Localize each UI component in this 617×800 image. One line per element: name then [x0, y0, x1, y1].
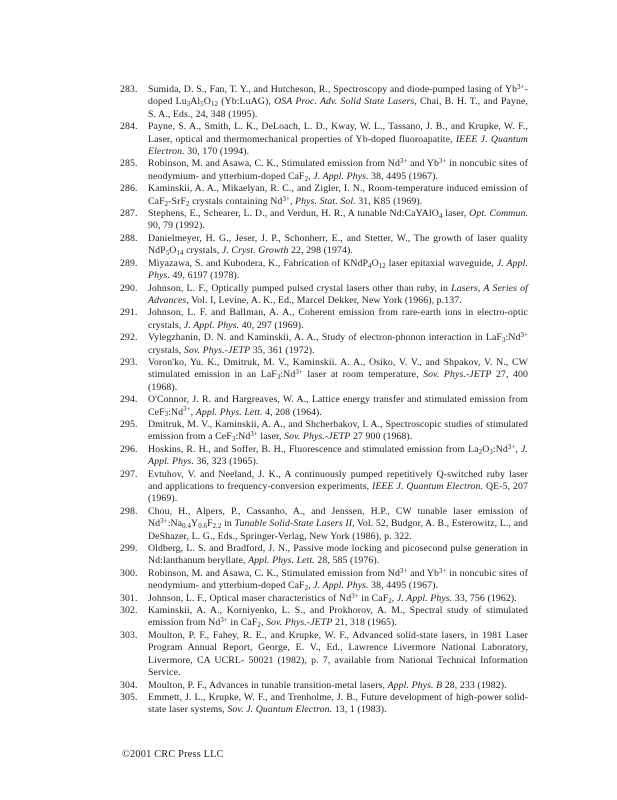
- reference-item: [120, 307, 528, 332]
- reference-number: 283.: [120, 84, 138, 95]
- reference-number: 290.: [120, 282, 138, 294]
- reference-item: [120, 692, 528, 717]
- reference-item: [120, 283, 528, 308]
- reference-number: 303.: [120, 629, 138, 641]
- reference-number: 286.: [120, 183, 138, 195]
- reference-item: [120, 593, 528, 605]
- reference-text: Johnson, L. F. and Ballman, A. A., Coherent emission from rare-earth ions in electro-optic crystals, J. Appl. Phys. 40, 297 (1969).: [148, 307, 528, 331]
- reference-number: 304.: [120, 679, 138, 691]
- reference-item: [120, 121, 528, 158]
- reference-item: [120, 680, 528, 692]
- reference-number: 289.: [120, 257, 138, 269]
- reference-number: 292.: [120, 332, 138, 344]
- reference-number: 295.: [120, 418, 138, 430]
- reference-item: [120, 506, 528, 543]
- reference-number: 305.: [120, 691, 138, 703]
- reference-number: 291.: [120, 307, 138, 319]
- reference-text: Robinson, M. and Asawa, C. K., Stimulated emission from $Nd^{3+}$ and $Yb^{3+}$ in noncubic sites of neodymium- and ytterbium-doped CaF$_2$, J. Appl. Phys. 38, 4495 (1967).: [148, 567, 528, 593]
- reference-text: Emmett, J. L., Krupke, W. F., and Trenholme, J. B., Future development of high-power solid-state laser systems, Sov. J. Quantum Electron. 13, 1 (1983).: [148, 691, 528, 716]
- reference-item: [120, 258, 528, 283]
- reference-number: 301.: [120, 592, 138, 604]
- reference-item: [120, 84, 528, 121]
- reference-item: [120, 444, 528, 469]
- reference-item: [120, 158, 528, 183]
- reference-item: [120, 233, 528, 258]
- reference-text: Johnson, L. F., Optically pumped pulsed crystal lasers other than ruby, in Lasers, A Series of Advances, Vol. I, Levine, A. K., Ed., Marcel Dekker, New York (1966), p.137.: [148, 282, 529, 306]
- reference-number: 297.: [120, 468, 138, 480]
- reference-number: 296.: [120, 443, 138, 455]
- reference-item: [120, 208, 528, 233]
- reference-item: [120, 357, 528, 394]
- reference-text: Payne, S. A., Smith, L. K., DeLoach, L. D., Kway, W. L., Tassano, J. B., and Krupke, W. F., Laser, optical and thermomechanical properties of Yb-doped fluoroapatite, IEEE J. Quantum Electron. 30, 170 (1994).: [148, 121, 528, 158]
- reference-text: Miyazawa, S. and Kubodera, K., Fabrication of $KNdP_4O_{12}$ laser epitaxial waveguide, J. Appl. Phys. 49, 6197 (1978).: [148, 257, 528, 282]
- reference-number: 300.: [120, 567, 138, 579]
- reference-number: 298.: [120, 505, 138, 517]
- reference-text: Kaminskii, A. A., Mikaelyan, R. C., and Zigler, I. N., Room-temperature induced emission of CaF$_2$-SrF$_2$ crystals containing $Nd^{3+}$, Phys. Stat. Sol. 31, K85 (1969).: [148, 183, 528, 208]
- reference-item: [120, 469, 528, 506]
- reference-number: 284.: [120, 121, 138, 133]
- reference-item: [120, 543, 528, 568]
- reference-item: [120, 419, 528, 444]
- reference-text: Dmitruk, M. V., Kaminskii, A. A., and Shcherbakov, I. A., Spectroscopic studies of stimulated emission from a $CeF_3:Nd^{3+}$ laser, Sov. Phys.-JETP 27 900 (1968).: [148, 418, 528, 444]
- reference-number: 299.: [120, 543, 138, 555]
- reference-text: Moulton, P. F., Fahey, R. E., and Krupke, W. F., Advanced solid-state lasers, in 1981 Laser Program Annual Report, George, E. V., Ed., Lawrence Livermore National Laboratory, Livermore, CA UCRL- 50021 (1982), p. 7, available from National Technical Information Service.: [148, 629, 528, 679]
- reference-text: Oldberg, L. S. and Bradford, J. N., Passive mode locking and picosecond pulse generation in Nd:lanthanum beryllate, Appl. Phys. Lett. 28, 585 (1976).: [148, 543, 528, 567]
- reference-item: [120, 568, 528, 593]
- reference-text: Sumida, D. S., Fan, T. Y., and Hutcheson, R., Spectroscopy and diode-pumped lasing of $Yb^{3+}$-doped $Lu_3Al_5O_{12}$ (Yb:LuAG), OSA Proc. Adv. Solid State Lasers, Chai, B. H. T., and Payne, S. A., Eds., 24, 348 (1995).: [148, 83, 528, 120]
- reference-number: 294.: [120, 394, 138, 406]
- reference-number: 287.: [120, 208, 138, 220]
- reference-text: Hoskins, R. H., and Soffer, B. H., Fluorescence and stimulated emission from $La_2O_3:Nd^{3+}$, J. Appl. Phys. 36, 323 (1965).: [148, 443, 528, 468]
- reference-item: [120, 630, 528, 680]
- reference-item: [120, 332, 528, 357]
- reference-text: Evtuhov, V. and Neeland, J. K., A continuously pumped repetitively Q-switched ruby laser and applications to frequency-conversion experiments, IEEE J. Quantum Electron. QE-5, 207 (1969).: [148, 468, 528, 505]
- reference-number: 285.: [120, 158, 138, 170]
- reference-text: Voron'ko, Yu. K., Dmitruk, M. V., Kaminskii. A. A., Osiko, V. V., and Shpakov, V. N., CW stimulated emission in an $LaF_3:Nd^{3+}$ laser at room temperature, Sov. Phys.-JETP 27, 400 (1968).: [148, 356, 528, 393]
- reference-text: Vylegzhanin, D. N. and Kaminskii, A. A., Study of electron-phonon interaction in $LaF_3:Nd^{3+}$ crystals, Sov. Phys.-JETP 35, 361 (1972).: [148, 332, 528, 356]
- reference-text: Moulton, P. F., Advances in tunable transition-metal lasers, Appl. Phys. B 28, 233 (1982).: [148, 679, 507, 691]
- reference-number: 288.: [120, 232, 138, 244]
- reference-text: Stephens, E., Schearer, L. D., and Verdun, H. R., A tunable Nd:CaYAlO$_4$ laser, Opt. Commun. 90, 79 (1992).: [148, 208, 529, 232]
- reference-text: Kaminskii, A. A., Korniyenko, L. S., and Prokhorov, A. M., Spectral study of stimulated emission from $Nd^{3+}$ in CaF$_2$, Sov. Phys.-JETP 21, 318 (1965).: [148, 605, 528, 630]
- reference-text: Danielmeyer, H. G., Jeser, J. P., Schonherr, E., and Stetter, W., The growth of laser quality $NdP_5O_{14}$ crystals, J. Cryst. Growth 22, 298 (1974).: [148, 232, 528, 258]
- reference-text: Chou, H., Alpers, P., Cassanho, A., and Jenssen, H.P., CW tunable laser emission of $Nd^{3+}:Na_{0.4}Y_{0.6}F_{2.2}$ in Tunable Solid-State Lasers II, Vol. 52, Budgor, A. B., Esterowitz, L., and DeShazer, L. G., Eds., Springer-Verlag, New York (1986), p. 322.: [148, 505, 529, 542]
- reference-item: [120, 183, 528, 208]
- copyright-notice: ©2001 CRC Press LLC: [122, 749, 224, 760]
- reference-item: [120, 605, 528, 630]
- reference-text: O'Connor, J. R. and Hargreaves, W. A., Lattice energy transfer and stimulated emission from $CeF_3:Nd^{3+}$, Appl. Phys. Lett. 4, 208 (1964).: [148, 394, 528, 419]
- reference-number: 293.: [120, 356, 138, 368]
- reference-text: Robinson, M. and Asawa, C. K., Stimulated emission from $Nd^{3+}$ and $Yb^{3+}$ in noncubic sites of neodymium- and ytterbium-doped CaF$_2$, J. Appl. Phys. 38, 4495 (1967).: [148, 158, 528, 183]
- reference-item: [120, 394, 528, 419]
- reference-list: [120, 84, 528, 717]
- reference-text: Johnson, L. F., Optical maser characteristics of $Nd^{3+}$ in CaF$_2$, J. Appl. Phys. 33, 756 (1962).: [148, 592, 517, 605]
- reference-number: 302.: [120, 605, 138, 617]
